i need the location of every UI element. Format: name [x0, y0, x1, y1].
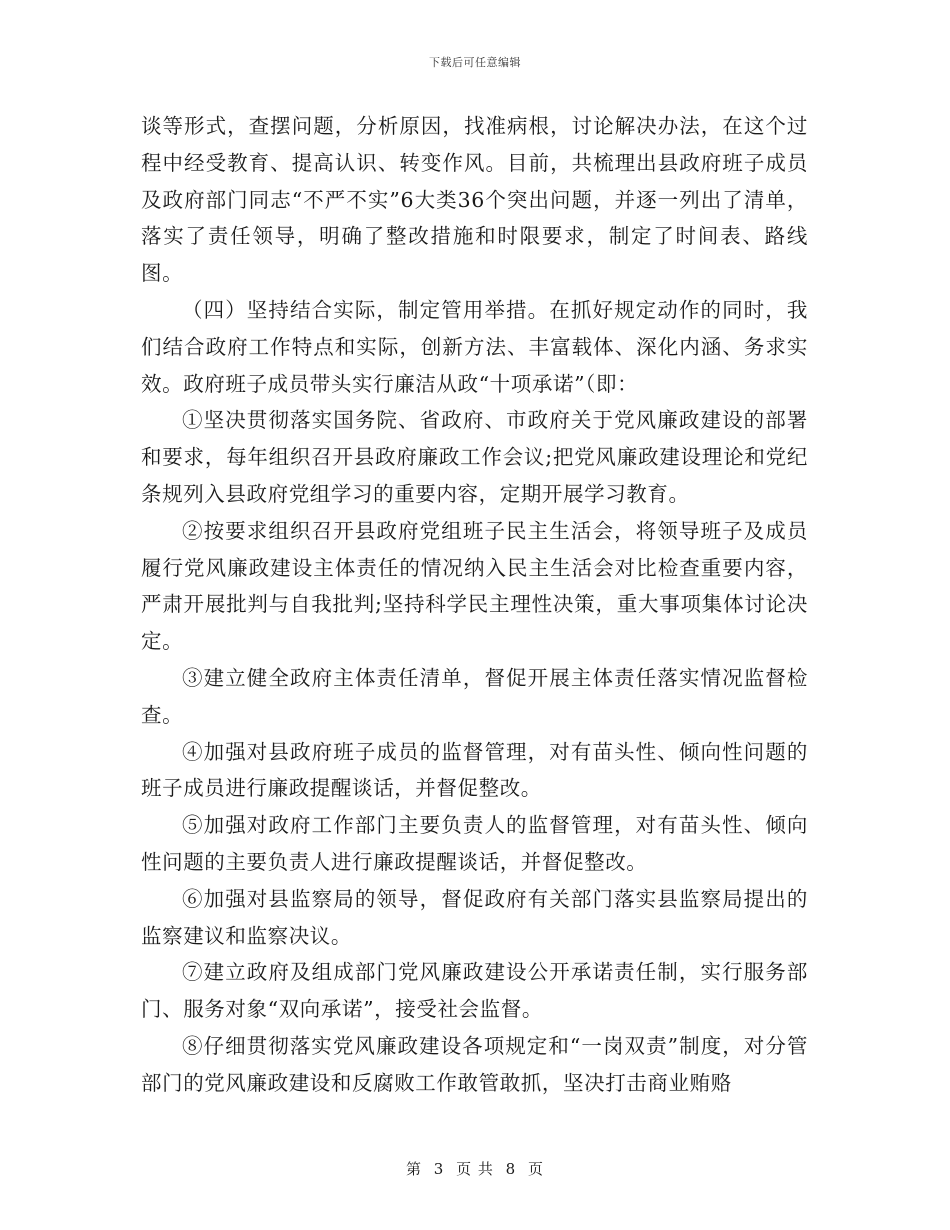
document-body: [141, 108, 808, 1102]
footer-middle: 页 共: [456, 1160, 494, 1178]
paragraph-3: ①坚决贯彻落实国务院、省政府、市政府关于党风廉政建设的部署和要求，每年组织召开县政府廉政工作会议;把党风廉政建设理论和党纪条规列入县政府党组学习的重要内容，定期开展学习教育。: [141, 408, 808, 506]
paragraph-10: ⑧仔细贯彻落实党风廉政建设各项规定和“一岗双责”制度，对分管部门的党风廉政建设和反腐败工作敢管敢抓，坚决打击商业贿赂: [141, 1033, 808, 1095]
paragraph-9: ⑦建立政府及组成部门党风廉政建设公开承诺责任制，实行服务部门、服务对象“双向承诺”，接受社会监督。: [141, 960, 808, 1022]
footer-suffix: 页: [528, 1160, 545, 1178]
paragraph-6: ④加强对县政府班子成员的监督管理，对有苗头性、倾向性问题的班子成员进行廉政提醒谈话，并督促整改。: [141, 739, 808, 801]
footer-prefix: 第: [405, 1160, 422, 1178]
total-pages-number: 8: [505, 1160, 517, 1178]
paragraph-2: （四）坚持结合实际，制定管用举措。在抓好规定动作的同时，我们结合政府工作特点和实际，创新方法、丰富载体、深化内涵、务求实效。政府班子成员带头实行廉洁从政“十项承诺”（即：: [141, 297, 808, 396]
header-note: 下载后可任意编辑: [429, 56, 521, 69]
paragraph-4: ②按要求组织召开县政府党组班子民主生活会，将领导班子及成员履行党风廉政建设主体责任的情况纳入民主生活会对比检查重要内容，严肃开展批判与自我批判;坚持科学民主理性决策，重大事项集体讨论决定。: [141, 518, 808, 654]
paragraph-8: ⑥加强对县监察局的领导，督促政府有关部门落实县监察局提出的监察建议和监察决议。: [141, 886, 808, 948]
page-footer: [0, 1158, 950, 1179]
current-page-number: 3: [433, 1160, 445, 1178]
paragraph-7: ⑤加强对政府工作部门主要负责人的监督管理，对有苗头性、倾向性问题的主要负责人进行廉政提醒谈话，并督促整改。: [141, 813, 808, 874]
paragraph-5: ③建立健全政府主体责任清单，督促开展主体责任落实情况监督检查。: [141, 665, 808, 727]
page-header: [0, 54, 950, 70]
paragraph-1: 谈等形式，查摆问题，分析原因，找准病根，讨论解决办法，在这个过程中经受教育、提高认识、转变作风。目前，共梳理出县政府班子成员及政府部门同志“不严不实”6大类36个突出问题，并逐一列出了清单，落实了责任领导，明确了整改措施和时限要求，制定了时间表、路线图。: [141, 114, 808, 286]
